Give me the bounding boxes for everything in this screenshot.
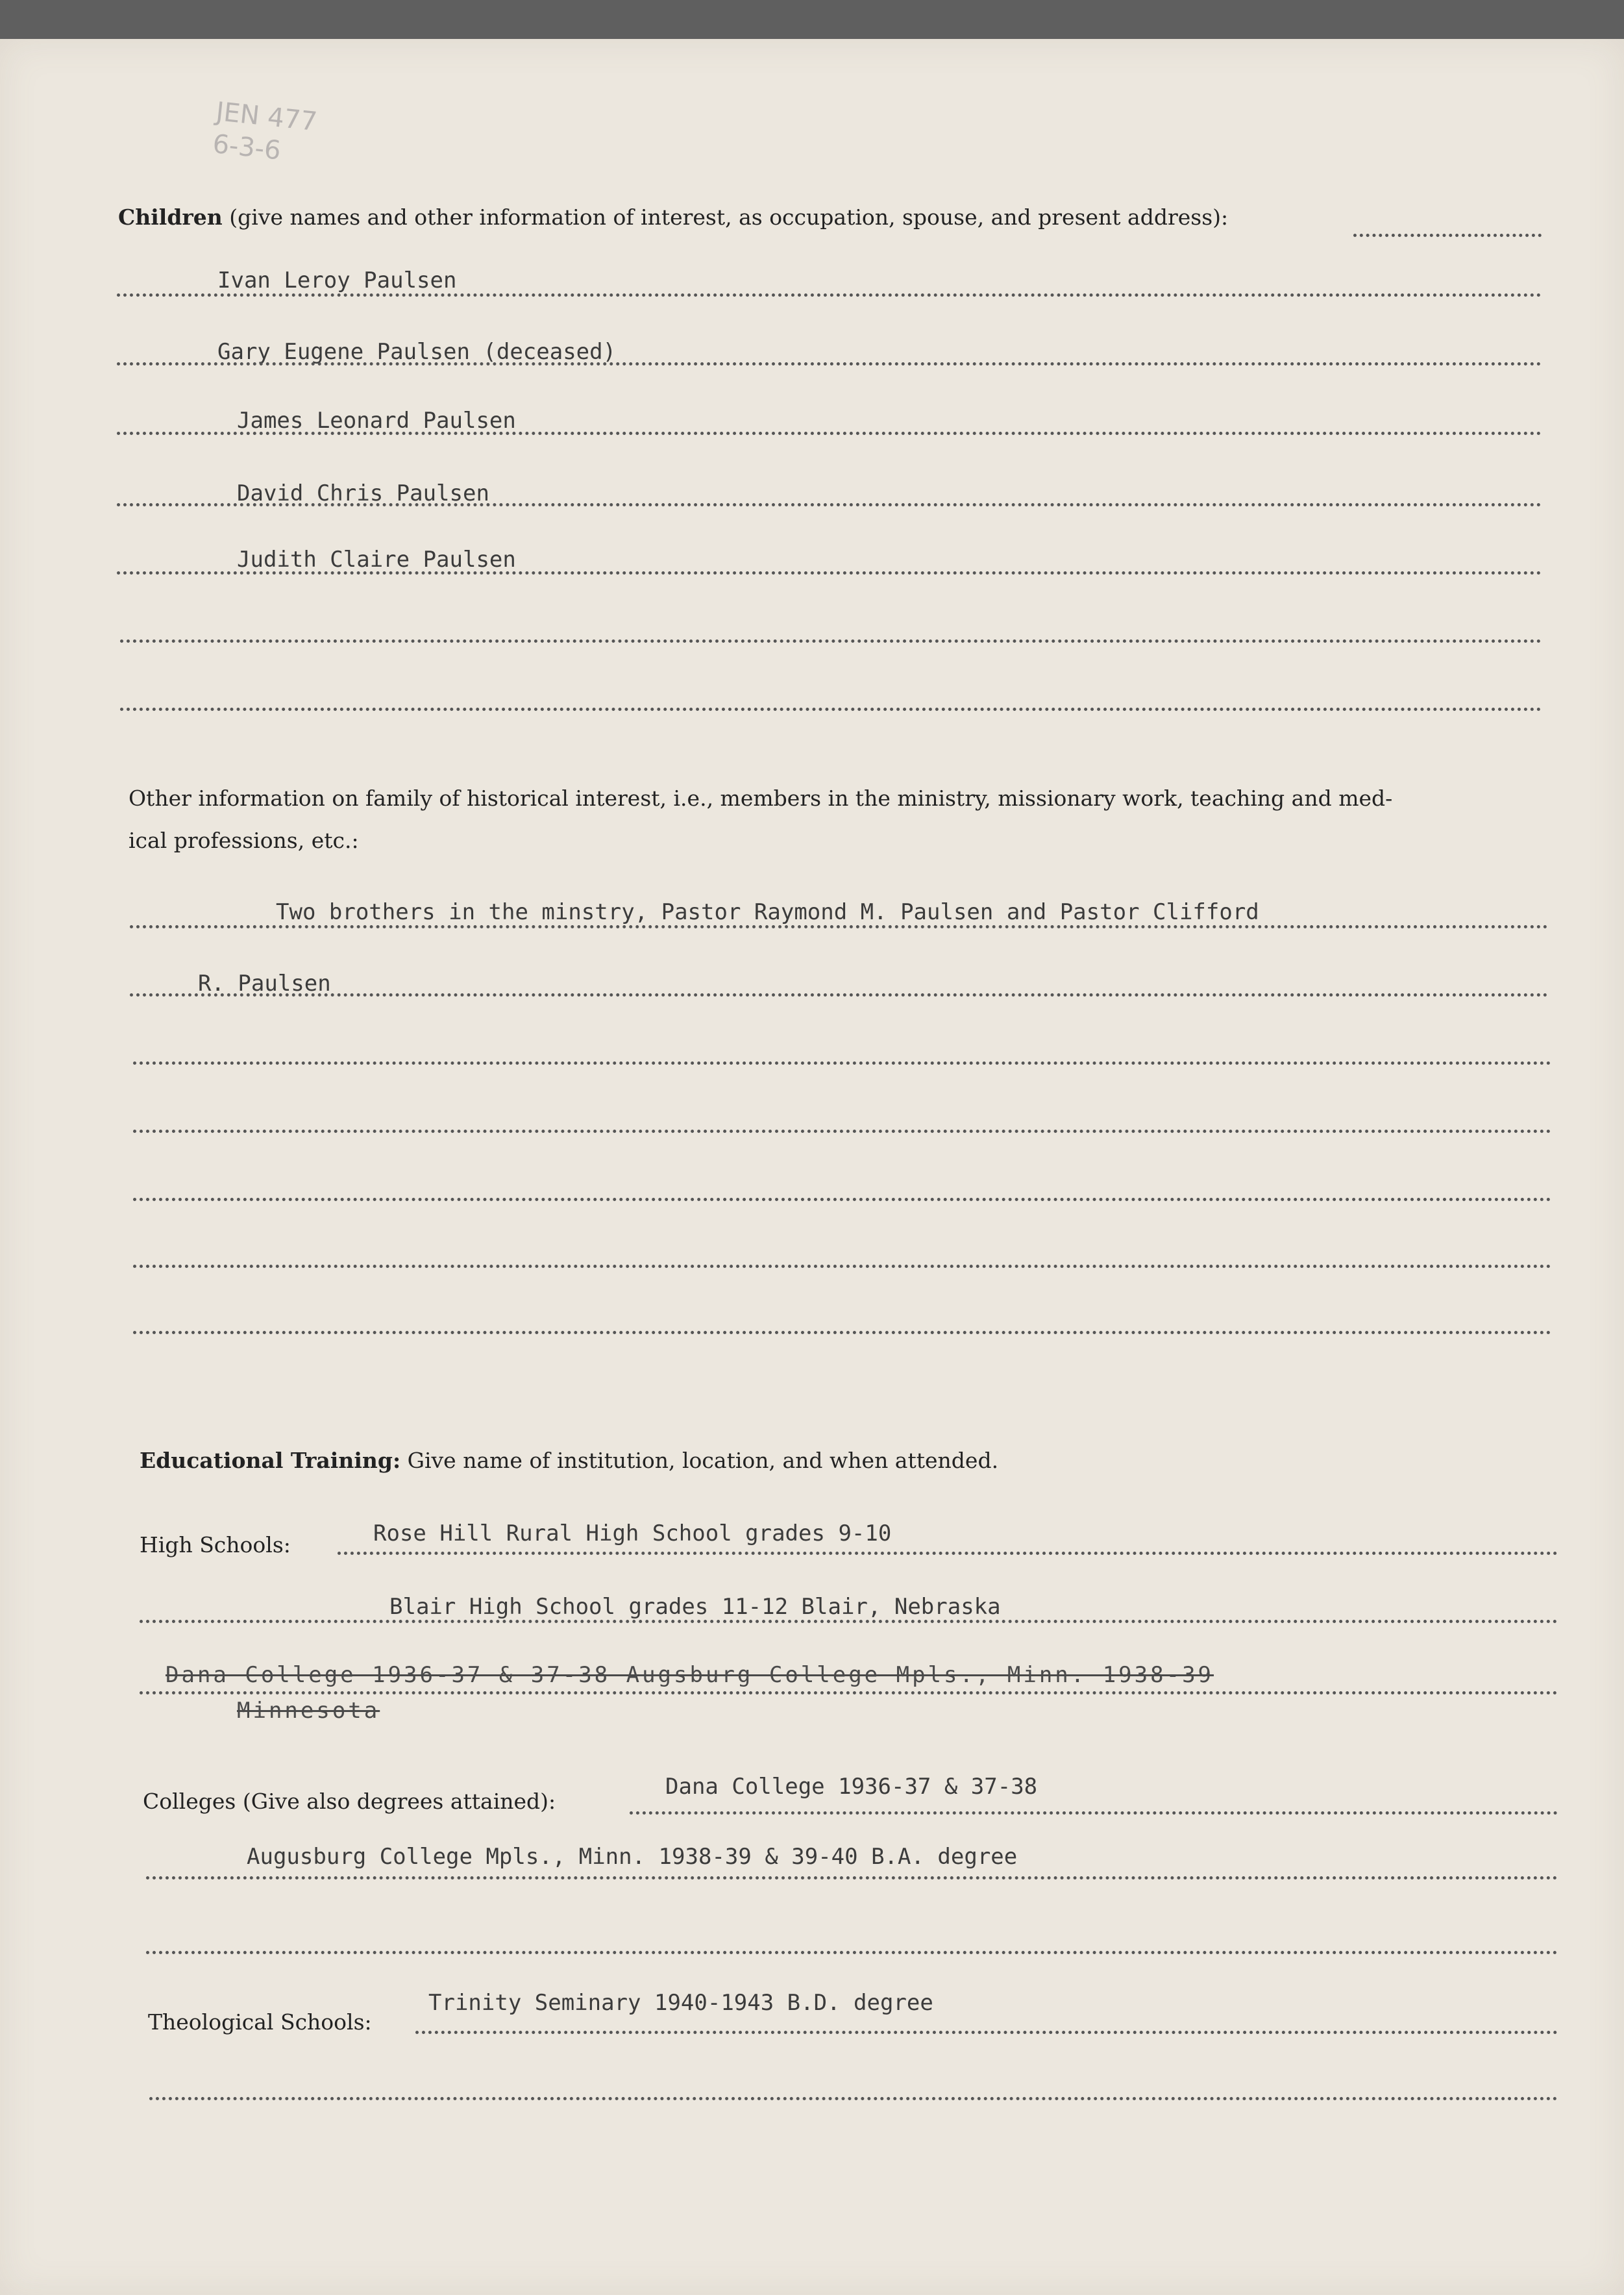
- theological-entry: Trinity Seminary 1940-1943 B.D. degree: [428, 1990, 933, 2016]
- child-blank-dotted-line: [120, 708, 1542, 711]
- form-page: [0, 39, 1624, 2295]
- high-school-entry: Blair High School grades 11-12 Blair, Nebraska: [389, 1594, 1001, 1620]
- theological-schools-label: Theological Schools:: [148, 2009, 372, 2035]
- college-blank-dotted-line: [146, 1951, 1558, 1954]
- children-heading: [118, 205, 1228, 230]
- other-info-blank-dotted-line: [133, 1130, 1551, 1133]
- other-info-label-line-1: Other information on family of historical interest, i.e., members in the ministry, missionary work, teaching and med-: [129, 786, 1393, 811]
- other-info-entry: R. Paulsen: [198, 971, 331, 997]
- theological-dotted-line: [415, 2031, 1558, 2034]
- children-heading-bold: Children: [118, 205, 223, 230]
- college-dotted-line: [630, 1811, 1558, 1815]
- pencil-archive-note: [211, 95, 319, 171]
- child-blank-dotted-line: [120, 639, 1542, 643]
- college-entry: Augusburg College Mpls., Minn. 1938-39 & 39-40 B.A. degree: [247, 1844, 1018, 1870]
- education-heading: [140, 1448, 998, 1473]
- children-heading-text: (give names and other information of interest, as occupation, spouse, and present address):: [229, 205, 1229, 230]
- archive-note-line-2: 6-3-6: [211, 129, 282, 166]
- child-entry: Judith Claire Paulsen: [237, 547, 516, 573]
- education-heading-text: Give name of institution, location, and when attended.: [407, 1448, 999, 1473]
- child-entry: Ivan Leroy Paulsen: [217, 267, 457, 293]
- colleges-label: Colleges (Give also degrees attained):: [143, 1789, 556, 1814]
- education-heading-bold: Educational Training:: [140, 1448, 401, 1473]
- other-info-dotted-line: [130, 925, 1548, 928]
- other-info-label-line-2: ical professions, etc.:: [129, 828, 359, 853]
- child-dotted-line: [117, 293, 1542, 297]
- college-entry: Dana College 1936-37 & 37-38: [665, 1774, 1038, 1800]
- theological-blank-dotted-line: [149, 2097, 1558, 2100]
- child-entry: David Chris Paulsen: [237, 480, 489, 506]
- child-dotted-line: [117, 362, 1542, 366]
- crossed-out-entry: [166, 1662, 1214, 1688]
- crossed-out-text: Minnesota: [237, 1698, 380, 1724]
- child-dotted-line: [117, 503, 1542, 506]
- other-info-entry: Two brothers in the minstry, Pastor Raymond M. Paulsen and Pastor Clifford: [276, 899, 1259, 925]
- strike-dotted-line: [140, 1691, 1558, 1694]
- child-dotted-line: [117, 432, 1542, 435]
- children-heading-dotted-line: [1353, 234, 1542, 237]
- other-info-blank-dotted-line: [133, 1198, 1551, 1201]
- other-info-blank-dotted-line: [133, 1265, 1551, 1268]
- child-dotted-line: [117, 571, 1542, 575]
- other-info-blank-dotted-line: [133, 1061, 1551, 1065]
- other-info-dotted-line: [130, 993, 1548, 997]
- archive-note-line-1: JEN 477: [214, 97, 319, 138]
- high-schools-label: High Schools:: [140, 1532, 291, 1557]
- crossed-out-entry: [237, 1698, 380, 1724]
- college-dotted-line: [146, 1876, 1558, 1879]
- child-entry: Gary Eugene Paulsen (deceased): [217, 339, 617, 365]
- other-info-blank-dotted-line: [133, 1331, 1551, 1334]
- crossed-out-text: Dana College 1936-37 & 37-38 Augsburg College Mpls., Minn. 1938-39: [166, 1662, 1214, 1688]
- high-school-dotted-line: [338, 1552, 1558, 1555]
- high-school-entry: Rose Hill Rural High School grades 9-10: [373, 1520, 892, 1546]
- child-entry: James Leonard Paulsen: [237, 408, 516, 434]
- high-school-dotted-line: [140, 1620, 1558, 1623]
